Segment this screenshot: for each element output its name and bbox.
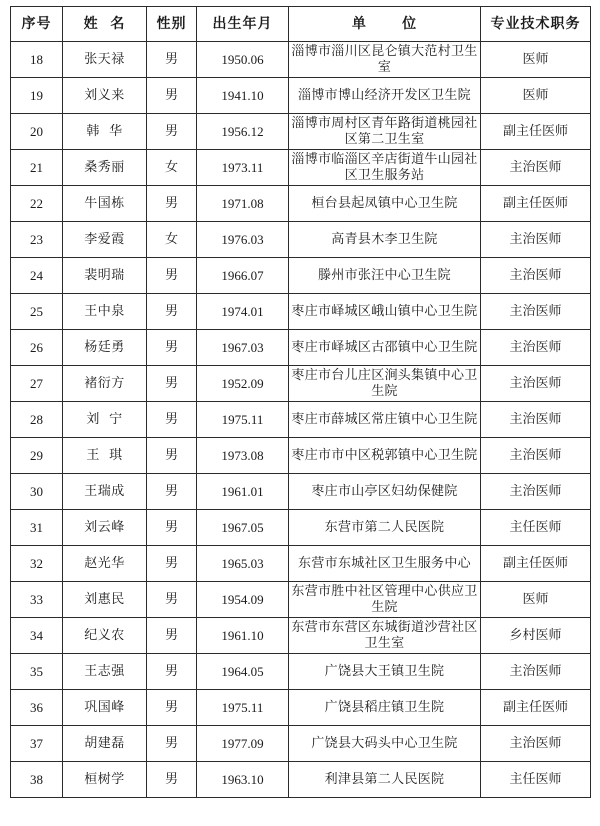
cell-birth: 1950.06 <box>197 42 289 78</box>
cell-birth: 1961.10 <box>197 618 289 654</box>
cell-sex: 女 <box>147 150 197 186</box>
table-row <box>11 690 591 726</box>
cell-name: 刘云峰 <box>63 510 147 546</box>
cell-unit: 滕州市张汪中心卫生院 <box>289 258 481 294</box>
cell-name: 李爱霞 <box>63 222 147 258</box>
header-unit: 单 位 <box>289 7 481 42</box>
cell-name: 王 琪 <box>63 438 147 474</box>
personnel-table <box>10 6 591 798</box>
cell-sex: 男 <box>147 114 197 150</box>
cell-sex: 男 <box>147 474 197 510</box>
cell-unit: 东营市第二人民医院 <box>289 510 481 546</box>
cell-no: 29 <box>11 438 63 474</box>
header-row <box>11 7 591 42</box>
cell-sex: 男 <box>147 330 197 366</box>
cell-no: 19 <box>11 78 63 114</box>
cell-name: 刘义来 <box>63 78 147 114</box>
cell-sex: 男 <box>147 402 197 438</box>
cell-sex: 男 <box>147 546 197 582</box>
cell-title: 医师 <box>481 582 591 618</box>
cell-name: 王志强 <box>63 654 147 690</box>
cell-birth: 1975.11 <box>197 402 289 438</box>
cell-unit: 淄博市淄川区昆仑镇大范村卫生室 <box>289 42 481 78</box>
cell-sex: 男 <box>147 294 197 330</box>
cell-birth: 1954.09 <box>197 582 289 618</box>
cell-birth: 1952.09 <box>197 366 289 402</box>
table-row <box>11 258 591 294</box>
cell-name: 刘惠民 <box>63 582 147 618</box>
cell-no: 22 <box>11 186 63 222</box>
cell-sex: 男 <box>147 762 197 798</box>
cell-sex: 男 <box>147 366 197 402</box>
table-row <box>11 726 591 762</box>
cell-unit: 利津县第二人民医院 <box>289 762 481 798</box>
cell-unit: 枣庄市薛城区常庄镇中心卫生院 <box>289 402 481 438</box>
cell-title: 主治医师 <box>481 222 591 258</box>
cell-unit: 淄博市博山经济开发区卫生院 <box>289 78 481 114</box>
cell-unit: 淄博市临淄区辛店街道牛山园社区卫生服务站 <box>289 150 481 186</box>
cell-unit: 东营市东城社区卫生服务中心 <box>289 546 481 582</box>
table-row <box>11 474 591 510</box>
cell-title: 医师 <box>481 78 591 114</box>
cell-title: 主治医师 <box>481 438 591 474</box>
cell-title: 主治医师 <box>481 654 591 690</box>
table-row <box>11 438 591 474</box>
cell-birth: 1941.10 <box>197 78 289 114</box>
cell-title: 副主任医师 <box>481 690 591 726</box>
cell-sex: 男 <box>147 690 197 726</box>
cell-unit: 广饶县稻庄镇卫生院 <box>289 690 481 726</box>
table-row <box>11 582 591 618</box>
cell-birth: 1963.10 <box>197 762 289 798</box>
table-row <box>11 294 591 330</box>
cell-sex: 女 <box>147 222 197 258</box>
cell-name: 刘 宁 <box>63 402 147 438</box>
table-row <box>11 510 591 546</box>
cell-name: 胡建磊 <box>63 726 147 762</box>
cell-title: 副主任医师 <box>481 186 591 222</box>
header-birth: 出生年月 <box>197 7 289 42</box>
cell-name: 韩 华 <box>63 114 147 150</box>
cell-birth: 1973.11 <box>197 150 289 186</box>
cell-name: 张天禄 <box>63 42 147 78</box>
cell-sex: 男 <box>147 42 197 78</box>
cell-birth: 1976.03 <box>197 222 289 258</box>
cell-sex: 男 <box>147 654 197 690</box>
cell-unit: 东营市东营区东城街道沙营社区卫生室 <box>289 618 481 654</box>
cell-unit: 枣庄市山亭区妇幼保健院 <box>289 474 481 510</box>
cell-name: 裴明瑞 <box>63 258 147 294</box>
cell-birth: 1974.01 <box>197 294 289 330</box>
cell-sex: 男 <box>147 186 197 222</box>
table-row <box>11 186 591 222</box>
cell-no: 20 <box>11 114 63 150</box>
table-row <box>11 150 591 186</box>
cell-unit: 淄博市周村区青年路街道桃园社区第二卫生室 <box>289 114 481 150</box>
table-row <box>11 546 591 582</box>
cell-no: 26 <box>11 330 63 366</box>
cell-title: 主治医师 <box>481 258 591 294</box>
cell-birth: 1964.05 <box>197 654 289 690</box>
cell-name: 褚衍方 <box>63 366 147 402</box>
cell-no: 36 <box>11 690 63 726</box>
cell-unit: 桓台县起凤镇中心卫生院 <box>289 186 481 222</box>
cell-title: 主治医师 <box>481 366 591 402</box>
cell-sex: 男 <box>147 510 197 546</box>
cell-birth: 1965.03 <box>197 546 289 582</box>
cell-title: 主任医师 <box>481 762 591 798</box>
cell-name: 牛国栋 <box>63 186 147 222</box>
cell-no: 37 <box>11 726 63 762</box>
cell-name: 桓树学 <box>63 762 147 798</box>
cell-no: 18 <box>11 42 63 78</box>
cell-name: 巩国峰 <box>63 690 147 726</box>
cell-unit: 东营市胜中社区管理中心供应卫生院 <box>289 582 481 618</box>
cell-birth: 1961.01 <box>197 474 289 510</box>
cell-no: 31 <box>11 510 63 546</box>
cell-name: 王中泉 <box>63 294 147 330</box>
cell-no: 25 <box>11 294 63 330</box>
cell-name: 桑秀丽 <box>63 150 147 186</box>
cell-title: 主治医师 <box>481 726 591 762</box>
cell-title: 主治医师 <box>481 402 591 438</box>
cell-birth: 1967.03 <box>197 330 289 366</box>
cell-title: 副主任医师 <box>481 546 591 582</box>
table-row <box>11 114 591 150</box>
cell-no: 35 <box>11 654 63 690</box>
table-row <box>11 618 591 654</box>
cell-sex: 男 <box>147 618 197 654</box>
cell-name: 纪义农 <box>63 618 147 654</box>
header-name: 姓 名 <box>63 7 147 42</box>
cell-title: 主治医师 <box>481 294 591 330</box>
cell-no: 32 <box>11 546 63 582</box>
cell-title: 主治医师 <box>481 150 591 186</box>
cell-no: 23 <box>11 222 63 258</box>
cell-unit: 枣庄市台儿庄区涧头集镇中心卫生院 <box>289 366 481 402</box>
table-row <box>11 78 591 114</box>
cell-birth: 1967.05 <box>197 510 289 546</box>
cell-sex: 男 <box>147 438 197 474</box>
cell-no: 33 <box>11 582 63 618</box>
cell-birth: 1975.11 <box>197 690 289 726</box>
cell-birth: 1973.08 <box>197 438 289 474</box>
cell-no: 24 <box>11 258 63 294</box>
cell-unit: 高青县木李卫生院 <box>289 222 481 258</box>
cell-unit: 枣庄市峄城区峨山镇中心卫生院 <box>289 294 481 330</box>
cell-name: 杨廷勇 <box>63 330 147 366</box>
cell-no: 38 <box>11 762 63 798</box>
cell-title: 主治医师 <box>481 474 591 510</box>
cell-unit: 广饶县大码头中心卫生院 <box>289 726 481 762</box>
table-row <box>11 762 591 798</box>
cell-title: 主任医师 <box>481 510 591 546</box>
table-row <box>11 366 591 402</box>
cell-no: 27 <box>11 366 63 402</box>
cell-title: 主治医师 <box>481 330 591 366</box>
cell-birth: 1971.08 <box>197 186 289 222</box>
table-row <box>11 222 591 258</box>
cell-sex: 男 <box>147 582 197 618</box>
cell-name: 赵光华 <box>63 546 147 582</box>
header-no: 序号 <box>11 7 63 42</box>
header-sex: 性别 <box>147 7 197 42</box>
table-row <box>11 330 591 366</box>
table-row <box>11 654 591 690</box>
cell-birth: 1966.07 <box>197 258 289 294</box>
table-row <box>11 42 591 78</box>
header-title: 专业技术职务 <box>481 7 591 42</box>
cell-title: 副主任医师 <box>481 114 591 150</box>
cell-unit: 枣庄市峄城区古邵镇中心卫生院 <box>289 330 481 366</box>
cell-title: 乡村医师 <box>481 618 591 654</box>
cell-sex: 男 <box>147 726 197 762</box>
cell-unit: 广饶县大王镇卫生院 <box>289 654 481 690</box>
table-body <box>11 42 591 798</box>
cell-sex: 男 <box>147 78 197 114</box>
table-row <box>11 402 591 438</box>
cell-no: 34 <box>11 618 63 654</box>
cell-birth: 1956.12 <box>197 114 289 150</box>
cell-no: 30 <box>11 474 63 510</box>
cell-birth: 1977.09 <box>197 726 289 762</box>
cell-sex: 男 <box>147 258 197 294</box>
cell-no: 28 <box>11 402 63 438</box>
cell-unit: 枣庄市市中区税郭镇中心卫生院 <box>289 438 481 474</box>
cell-title: 医师 <box>481 42 591 78</box>
cell-name: 王瑞成 <box>63 474 147 510</box>
cell-no: 21 <box>11 150 63 186</box>
